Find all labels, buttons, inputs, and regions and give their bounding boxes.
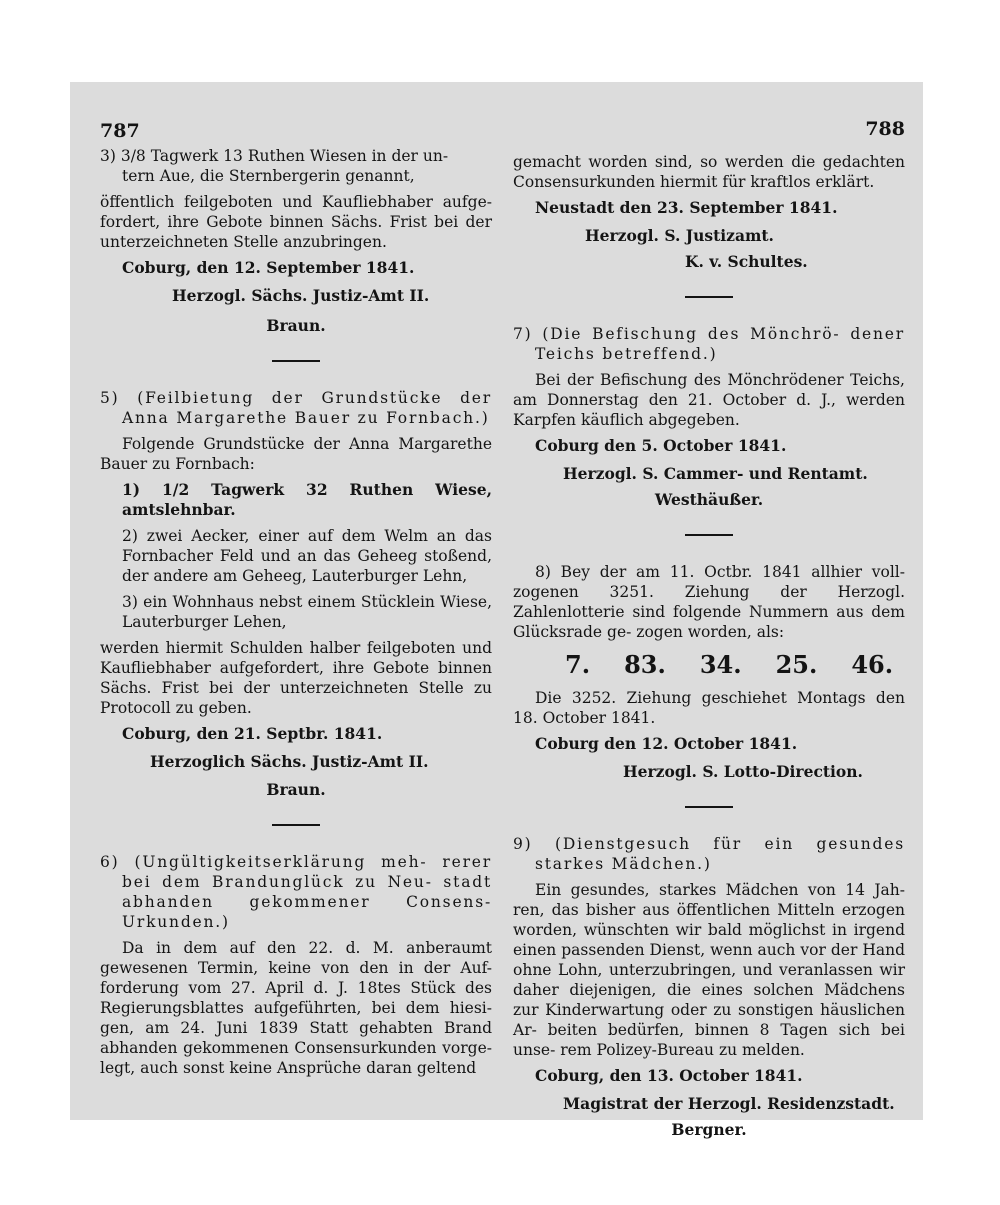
item-3-line-1: 3) 3/8 Tagwerk 13 Ruthen Wiesen in der un- xyxy=(100,147,449,165)
lottery-number: 46. xyxy=(851,650,894,679)
page-number-right: 788 xyxy=(865,118,905,140)
right-column xyxy=(513,116,905,1144)
lottery-number: 34. xyxy=(699,650,742,679)
lottery-number: 83. xyxy=(624,650,666,679)
notice-date-1: Coburg, den 12. September 1841. xyxy=(122,258,415,277)
notice-6-continuation: gemacht worden sind, so werden die gedachten Consensurkunden hiermit für kraftlos erklärt. xyxy=(513,153,905,191)
notice-office-1: Herzogl. Sächs. Justiz-Amt II. xyxy=(172,286,430,305)
notice-9-signature: Bergner. xyxy=(671,1120,747,1139)
section-separator xyxy=(685,806,733,808)
notice-9-date: Coburg, den 13. October 1841. xyxy=(535,1066,803,1085)
notice-9-heading: 9) (Dienstgesuch für ein gesundes starkes Mädchen.) xyxy=(513,835,905,873)
notice-5-item-1: 1) 1/2 Tagwerk 32 Ruthen Wiese, amtslehnbar. xyxy=(122,480,492,519)
notice-8-paragraph: 8) Bey der am 11. Octbr. 1841 allhier voll- zogenen 3251. Ziehung der Herzogl. Zahlenlotterie sind folgende Nummern aus dem Glücksrade ge- zogen worden, als: xyxy=(513,563,905,641)
notice-7-heading: 7) (Die Befischung des Mönchrö- dener Teichs betreffend.) xyxy=(513,325,905,363)
section-separator xyxy=(685,534,733,536)
notice-5-date: Coburg, den 21. Septbr. 1841. xyxy=(122,724,383,743)
notice-6-signature: K. v. Schultes. xyxy=(685,252,808,271)
section-separator xyxy=(272,824,320,826)
notice-8-office: Herzogl. S. Lotto-Direction. xyxy=(623,762,863,781)
notice-signature-1: Braun. xyxy=(266,316,326,335)
page-number-left: 787 xyxy=(100,120,140,142)
notice-6-date: Neustadt den 23. September 1841. xyxy=(535,198,838,217)
section-separator xyxy=(685,296,733,298)
notice-9-paragraph: Ein gesundes, starkes Mädchen von 14 Jah- ren, das bisher aus öffentlichen Mitteln erzogen worden, wünschten wir bald möglichst in irgend einen passenden Dienst, wenn auch vor der Hand ohne Lohn, unterzubringen, und veranlassen wir daher diejenigen, die eines solchen Mädchens zur Kinderwartung oder zu sonstigen häuslichen Ar- beiten bedürfen, binnen 8 Tagen sich bei unse- rem Polizey-Bureau zu melden. xyxy=(513,881,905,1059)
notice-7-office: Herzogl. S. Cammer- und Rentamt. xyxy=(563,464,868,483)
notice-paragraph-1: öffentlich feilgeboten und Kaufliebhaber aufge- fordert, ihre Gebote binnen Sächs. Frist bei der unterzeichneten Stelle anzubringen. xyxy=(100,193,492,251)
lottery-number: 25. xyxy=(775,650,818,679)
notice-5-item-2: 2) zwei Aecker, einer auf dem Welm an das Fornbacher Feld und an das Geheeg stoßend, der andere am Geheeg, Lauterburger Lehn, xyxy=(122,527,492,585)
notice-9-office: Magistrat der Herzogl. Residenzstadt. xyxy=(563,1094,895,1113)
lottery-number: 7. xyxy=(565,650,591,679)
lottery-numbers xyxy=(513,648,905,682)
notice-6-office: Herzogl. S. Justizamt. xyxy=(585,226,774,245)
notice-6-heading: 6) (Ungültigkeitserklärung meh- rerer bei dem Brandunglück zu Neu- stadt abhanden gekommener Consens- Urkunden.) xyxy=(100,853,492,931)
notice-5-heading: 5) (Feilbietung der Grundstücke der Anna Margarethe Bauer zu Fornbach.) xyxy=(100,389,492,427)
notice-5-paragraph: werden hiermit Schulden halber feilgeboten und Kaufliebhaber aufgefordert, ihre Gebote binnen Sächs. Frist bei der unterzeichneten Stelle zu Protocoll zu geben. xyxy=(100,639,492,717)
notice-8-followup: Die 3252. Ziehung geschiehet Montags den 18. October 1841. xyxy=(513,689,905,727)
notice-7-date: Coburg den 5. October 1841. xyxy=(535,436,787,455)
notice-5-intro: Folgende Grundstücke der Anna Margarethe Bauer zu Fornbach: xyxy=(100,435,492,473)
notice-8-date: Coburg den 12. October 1841. xyxy=(535,734,798,753)
notice-5-office: Herzoglich Sächs. Justiz-Amt II. xyxy=(150,752,429,771)
left-column xyxy=(100,116,492,1084)
notice-7-signature: Westhäußer. xyxy=(654,490,764,509)
notice-6-paragraph: Da in dem auf den 22. d. M. anberaumt gewesenen Termin, keine von den in der Auf- forderung vom 27. April d. J. 18tes Stück des Regierungsblattes aufgeführten, bei dem hiesi- gen, am 24. Juni 1839 Statt gehabten Brand abhanden gekommenen Consensurkunden vorge- legt, auch sonst keine Ansprüche daran geltend xyxy=(100,939,492,1077)
notice-7-paragraph: Bei der Befischung des Mönchrödener Teichs, am Donnerstag den 21. October d. J., werden Karpfen käuflich abgegeben. xyxy=(513,371,905,429)
item-3-line-2: tern Aue, die Sternbergerin genannt, xyxy=(122,167,415,185)
notice-5-signature: Braun. xyxy=(266,780,326,799)
notice-5-item-3: 3) ein Wohnhaus nebst einem Stücklein Wiese, Lauterburger Lehen, xyxy=(122,593,492,631)
section-separator xyxy=(272,360,320,362)
